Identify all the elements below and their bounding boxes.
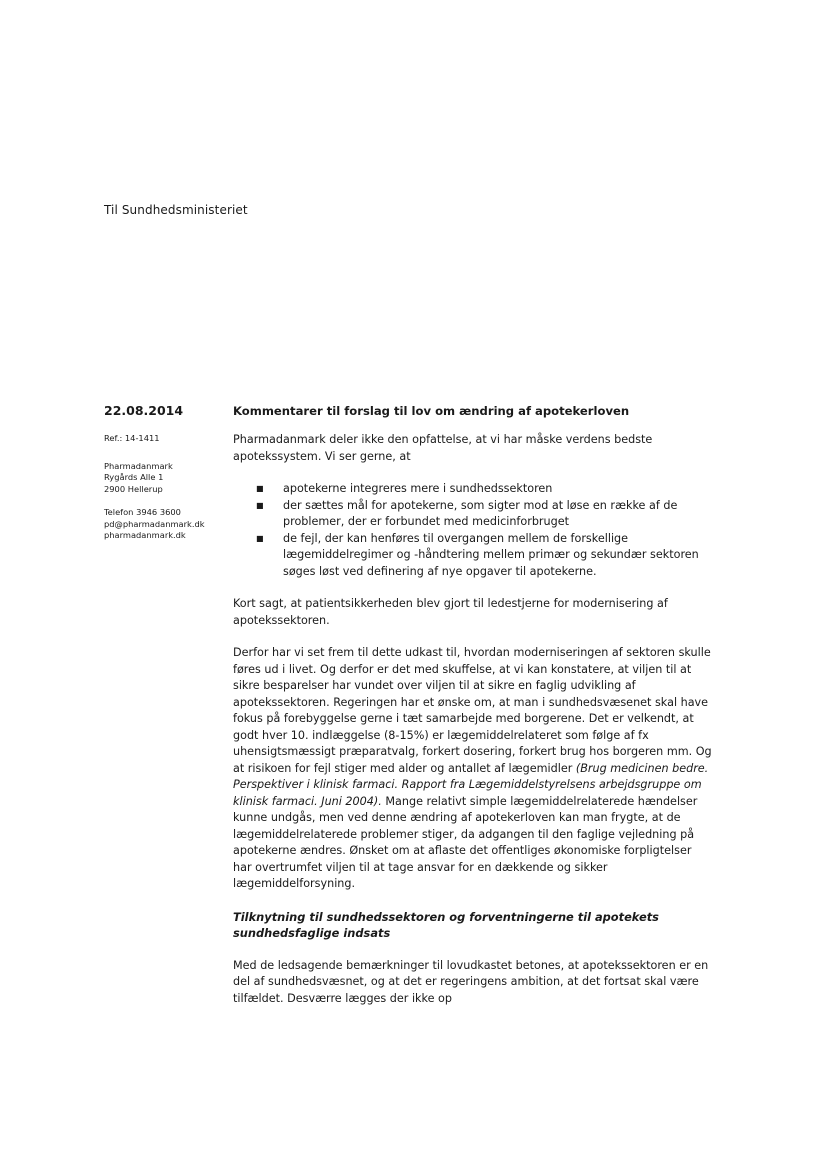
website: pharmadanmark.dk: [104, 530, 186, 540]
address-line: Rygårds Alle 1: [104, 472, 164, 482]
sender-address: [104, 461, 229, 496]
bullet-icon: ■: [256, 484, 264, 493]
letter-title: Kommentarer til forslag til lov om ændring af apotekerloven: [233, 404, 630, 418]
bullet-icon: ■: [256, 533, 264, 543]
list-item: ■ der sættes mål for apotekerne, som sigter mod at løse en række af de problemer, der er forbundet med medicinforbruget: [256, 498, 678, 528]
letter-date: 22.08.2014: [104, 403, 184, 418]
address-line: Pharmadanmark: [104, 460, 173, 471]
bullet-list: [233, 481, 713, 580]
section-heading: Tilknytning til sundhedssektoren og forventningerne til apotekets sundhedsfaglige indsats: [233, 909, 659, 940]
sender-contact: [104, 507, 229, 542]
closing-paragraph: Med de ledsagende bemærkninger til lovudkastet betones, at apotekssektoren er en del af sundhedsvæsnet, og at det er regeringens ambition, at det fortsat skal være tilfældet. Desværre lægges der ikke op: [233, 958, 709, 1005]
list-item: ■ de fejl, der kan henføres til overgangen mellem de forskellige lægemiddelregimer og -håndtering mellem primær og sekundær sektoren søges løst ved definering af nye opgaver til apotekerne.: [256, 531, 699, 578]
address-line: 2900 Hellerup: [104, 483, 163, 494]
recipient-line: Til Sundhedsministeriet: [104, 203, 248, 217]
bullet-icon: ■: [256, 500, 264, 510]
citation: (Brug medicinen bedre. Perspektiver i klinisk farmaci. Rapport fra Lægemiddelstyrelsens arbejdsgruppe om klinisk farmaci. Juni 2004).: [233, 761, 709, 808]
list-item: ■ apotekerne integreres mere i sundhedssektoren: [283, 481, 713, 498]
reference-number: Ref.: 14-1411: [104, 433, 160, 443]
letter-body: [233, 403, 713, 1023]
summary-paragraph: Kort sagt, at patientsikkerheden blev gjort til ledestjerne for modernisering af apotekssektoren.: [233, 597, 668, 627]
main-paragraph: Derfor har vi set frem til dette udkast til, hvordan moderniseringen af sektoren skulle føres ud i livet. Og derfor er det med skuffelse, at vi kan konstatere, at viljen til at sikre besparelser har vundet over viljen til at sikre en faglig udvikling af apotekssektoren. Regeringen har et ønske om, at man i sundhedsvæsenet skal have fokus på forebyggelse gerne i tæt samarbejde med borgerene. Det er velkendt, at godt hver 10. indlæggelse (8-15%) er lægemiddelrelateret som følge af fx uhensigtsmæssigt præparatvalg, forkert dosering, forkert brug hos borgeren mm. Og at risikoen for fejl stiger med alder og antallet af lægemidler (Brug medicinen bedre. Perspektiver i klinisk farmaci. Rapport fra Lægemiddelstyrelsens arbejdsgruppe om klinisk farmaci. Juni 2004). Mange relativt simple lægemiddelrelaterede hændelser kunne undgås, men ved denne ændring af apotekerloven kan man frygte, at de lægemiddelrelaterede problemer stiger, da adgangen til den faglige vejledning på apotekerne ændres. Ønsket om at aflaste det offentliges økonomiske forpligtelser har overtrumfet viljen til at tage ansvar for en dækkende og sikker lægemiddelforsyning.: [233, 646, 712, 890]
intro-paragraph: Pharmadanmark deler ikke den opfattelse, at vi har måske verdens bedste apotekssystem. Vi ser gerne, at: [233, 433, 653, 463]
sender-sidebar: [104, 433, 229, 542]
phone-number: Telefon 3946 3600: [104, 507, 181, 517]
email-address: pd@pharmadanmark.dk: [104, 518, 205, 529]
